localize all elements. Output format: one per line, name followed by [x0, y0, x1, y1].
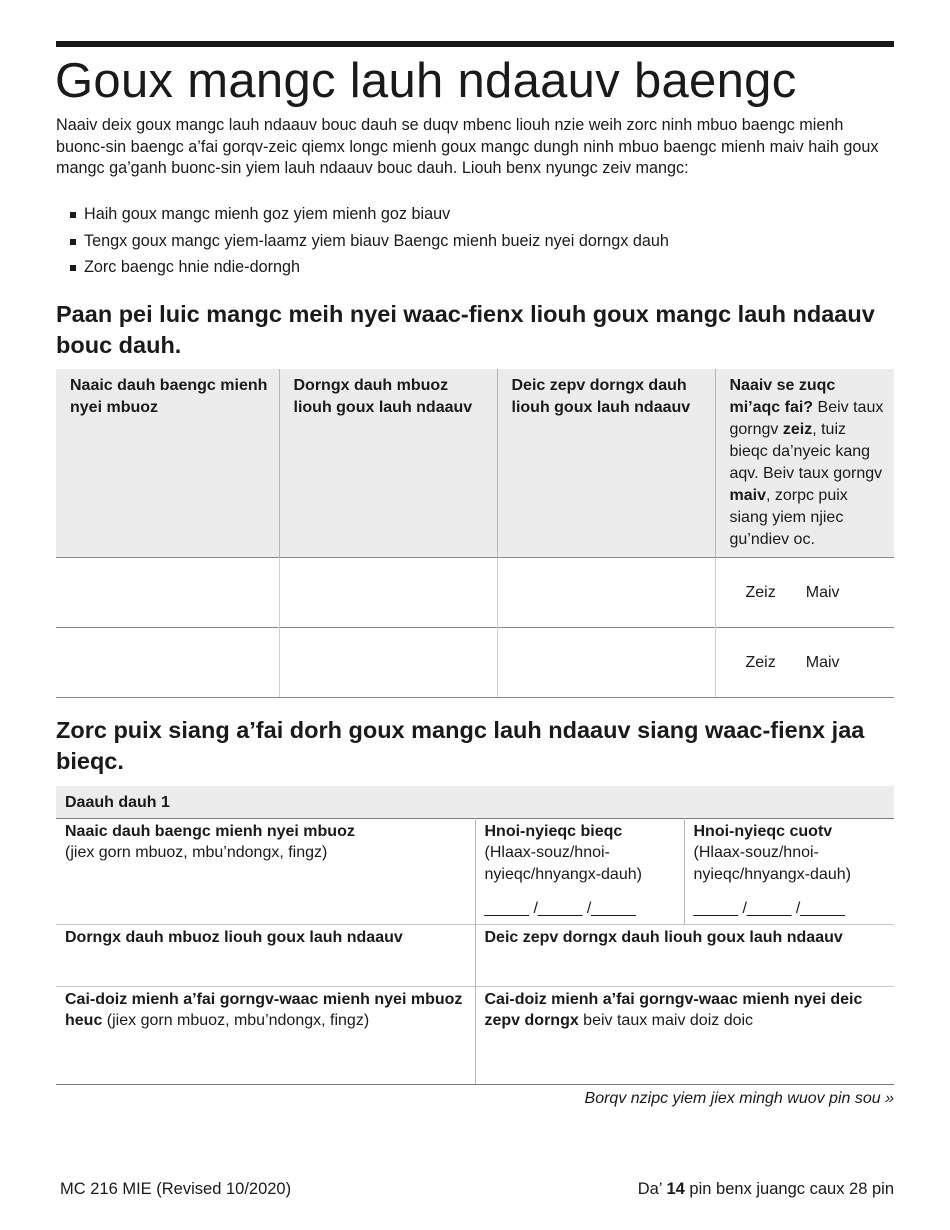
yes-no-cell — [715, 558, 894, 628]
name-cell[interactable] — [56, 558, 279, 628]
column-header: Naaiv se zuqc mi’aqc fai? Beiv taux gorngv zeiz, tuiz bieqc da’nyeic kang aqv. Beiv taux gorngv maiv, zorpc puix siang yiem njiec gu’ndiev oc. — [715, 369, 894, 558]
place-cell[interactable] — [279, 628, 497, 698]
place-name-field[interactable]: Dorngx dauh mbuoz liouh goux lauh ndaauv — [56, 924, 475, 986]
section-heading: Zorc puix siang a’fai dorh goux mangc lauh ndaauv siang waac-fienx jaa bieqc. — [56, 717, 865, 774]
start-date-field[interactable]: Hnoi-nyieqc bieqc (Hlaax-souz/hnoi-nyieqc/hnyangx-dauh) _____ /_____ /_____ — [475, 818, 684, 924]
person-name-field[interactable]: Naaic dauh baengc mienh nyei mbuoz (jiex gorn mbuoz, mbu’ndongx, fingz) — [56, 818, 475, 924]
column-header: Deic zepv dorngx dauh liouh goux lauh ndaauv — [497, 369, 715, 558]
place-address-field[interactable]: Deic zepv dorngx dauh liouh goux lauh ndaauv — [475, 924, 894, 986]
page-counter: Da’ 14 pin benx juangc caux 28 pin — [637, 1180, 894, 1198]
table-row — [56, 558, 894, 628]
address-cell[interactable] — [497, 628, 715, 698]
yes-no-cell — [715, 628, 894, 698]
yes-option[interactable]: Zeiz — [745, 583, 776, 601]
form-id: MC 216 MIE (Revised 10/2020) — [60, 1180, 292, 1198]
section-band: Daauh dauh 1 — [56, 786, 894, 818]
section-heading: Paan pei luic mangc meih nyei waac-fienx liouh goux mangc lauh ndaauv bouc dauh. — [56, 301, 875, 358]
list-item: Haih goux mangc mienh goz yiem mienh goz biauv — [70, 204, 669, 231]
top-rule — [56, 41, 894, 47]
continue-note: Borqv nzipc yiem jiex mingh wuov pin sou » — [584, 1090, 894, 1107]
column-header: Dorngx dauh mbuoz liouh goux lauh ndaauv — [279, 369, 497, 558]
page-title: Goux mangc lauh ndaauv baengc — [55, 54, 797, 108]
no-option[interactable]: Maiv — [805, 653, 840, 671]
list-item: Tengx goux mangc yiem-laamz yiem biauv Baengc mienh bueiz nyei dorngx dauh — [70, 231, 669, 258]
intro-paragraph: Naaiv deix goux mangc lauh ndaauv bouc dauh se duqv mbenc liouh nzie weih zorc ninh mbuo baengc mienh buonc-sin baengc a’fai gorqv-zeic qiemx longc mienh goux mangc dungh ninh mbuo baengc mienh maiv haih goux mangc ga’ganh buonc-sin yiem lauh ndaauv bouc dauh. Liouh benx nyungc zeiv mangc: — [56, 116, 879, 177]
list-item: Zorc baengc hnie ndie-dorngh — [70, 257, 669, 284]
contact-name-field[interactable]: Cai-doiz mienh a’fai gorngv-waac mienh nyei mbuoz heuc (jiex gorn mbuoz, mbu’ndongx, fingz) — [56, 986, 475, 1084]
yes-option[interactable]: Zeiz — [745, 653, 776, 671]
table-row — [56, 628, 894, 698]
place-cell[interactable] — [279, 558, 497, 628]
no-option[interactable]: Maiv — [805, 583, 840, 601]
name-cell[interactable] — [56, 628, 279, 698]
bullet-list — [70, 204, 669, 284]
facility-table — [56, 369, 894, 698]
facility-detail-table — [56, 786, 894, 1085]
column-header: Naaic dauh baengc mienh nyei mbuoz — [56, 369, 279, 558]
contact-address-field[interactable]: Cai-doiz mienh a’fai gorngv-waac mienh nyei deic zepv dorngx beiv taux maiv doiz doic — [475, 986, 894, 1084]
end-date-field[interactable]: Hnoi-nyieqc cuotv (Hlaax-souz/hnoi-nyieqc/hnyangx-dauh) _____ /_____ /_____ — [684, 818, 894, 924]
address-cell[interactable] — [497, 558, 715, 628]
